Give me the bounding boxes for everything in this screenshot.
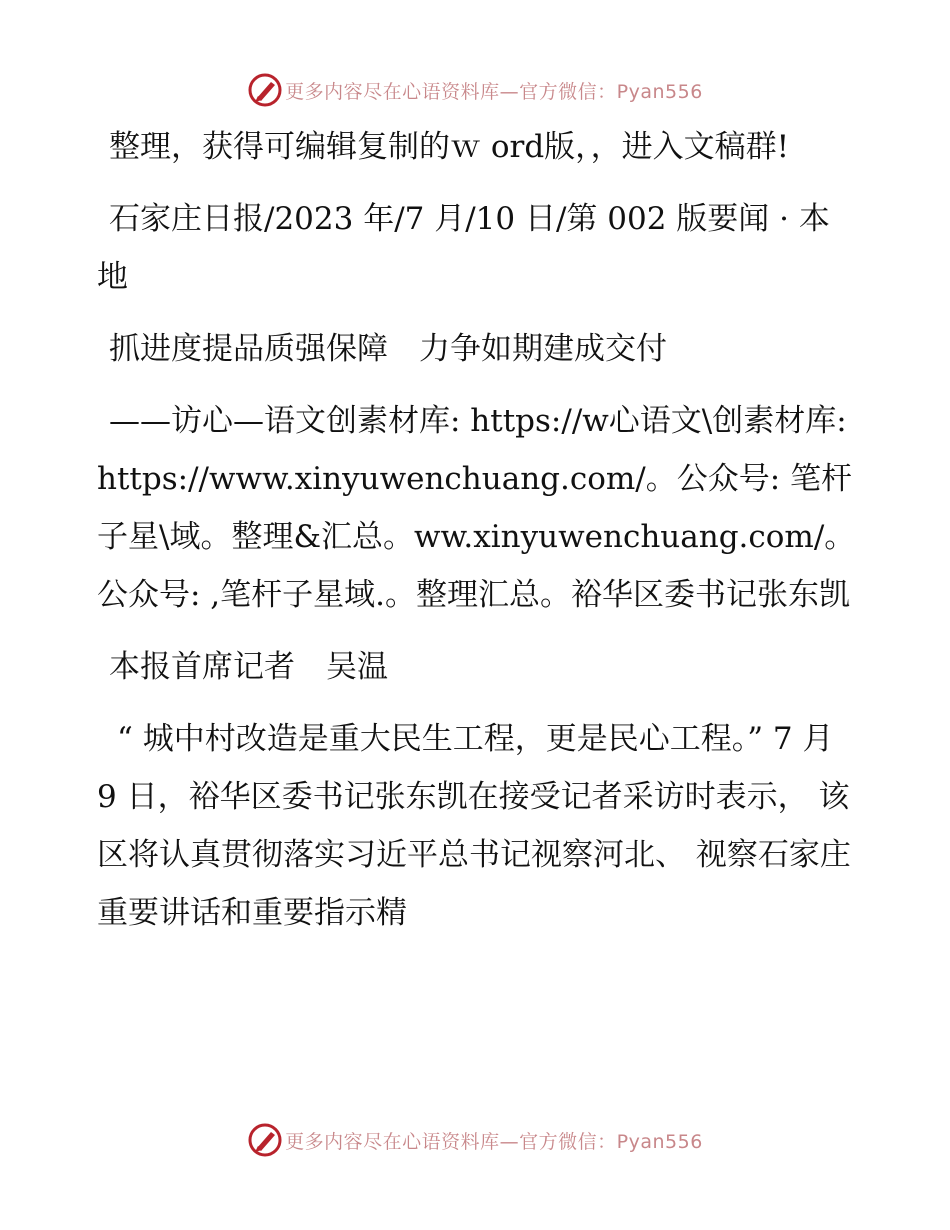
article-body-paragraph: “ 城中村改造是重大民生工程，更是民心工程。” 7 月 9 日，裕华区委书记张东凯在接受记者采访时表示， 该区将认真贯彻落实习近平总书记视察河北、 视察石家庄重要讲话和重要指示精 [97,721,851,931]
paragraph-source: 石家庄日报/2023 年/7 月/10 日/第 002 版要闻 · 本地 [97,201,830,295]
footer-watermark-banner [0,1120,950,1160]
article-subtitle: ——访心—语文创素材库: https://w心语文\创素材库: https://www.xinyuwenchuang.com/。公众号: 笔杆子星\域。整理&汇总。ww.xinyuwenchuang.com/。公众号: ,笔杆子星域.。整理汇总。裕华区委书记张东凯 [97,403,856,613]
header-watermark-banner [0,70,950,110]
banner-text: 更多内容尽在心语资料库—官方微信：Pyan556 [285,80,703,103]
paragraph-intro: 整理，获得可编辑复制的ｗ ord版，，进入文稿群! [109,129,790,165]
document-body [97,118,857,956]
article-title: 抓进度提品质强保障 力争如期建成交付 [109,331,667,367]
banner-text: 更多内容尽在心语资料库—官方微信：Pyan556 [285,1130,703,1153]
pen-seal-logo-icon [247,72,283,108]
pen-seal-logo-icon [247,1122,283,1158]
article-byline: 本报首席记者 吴温 [109,649,388,685]
